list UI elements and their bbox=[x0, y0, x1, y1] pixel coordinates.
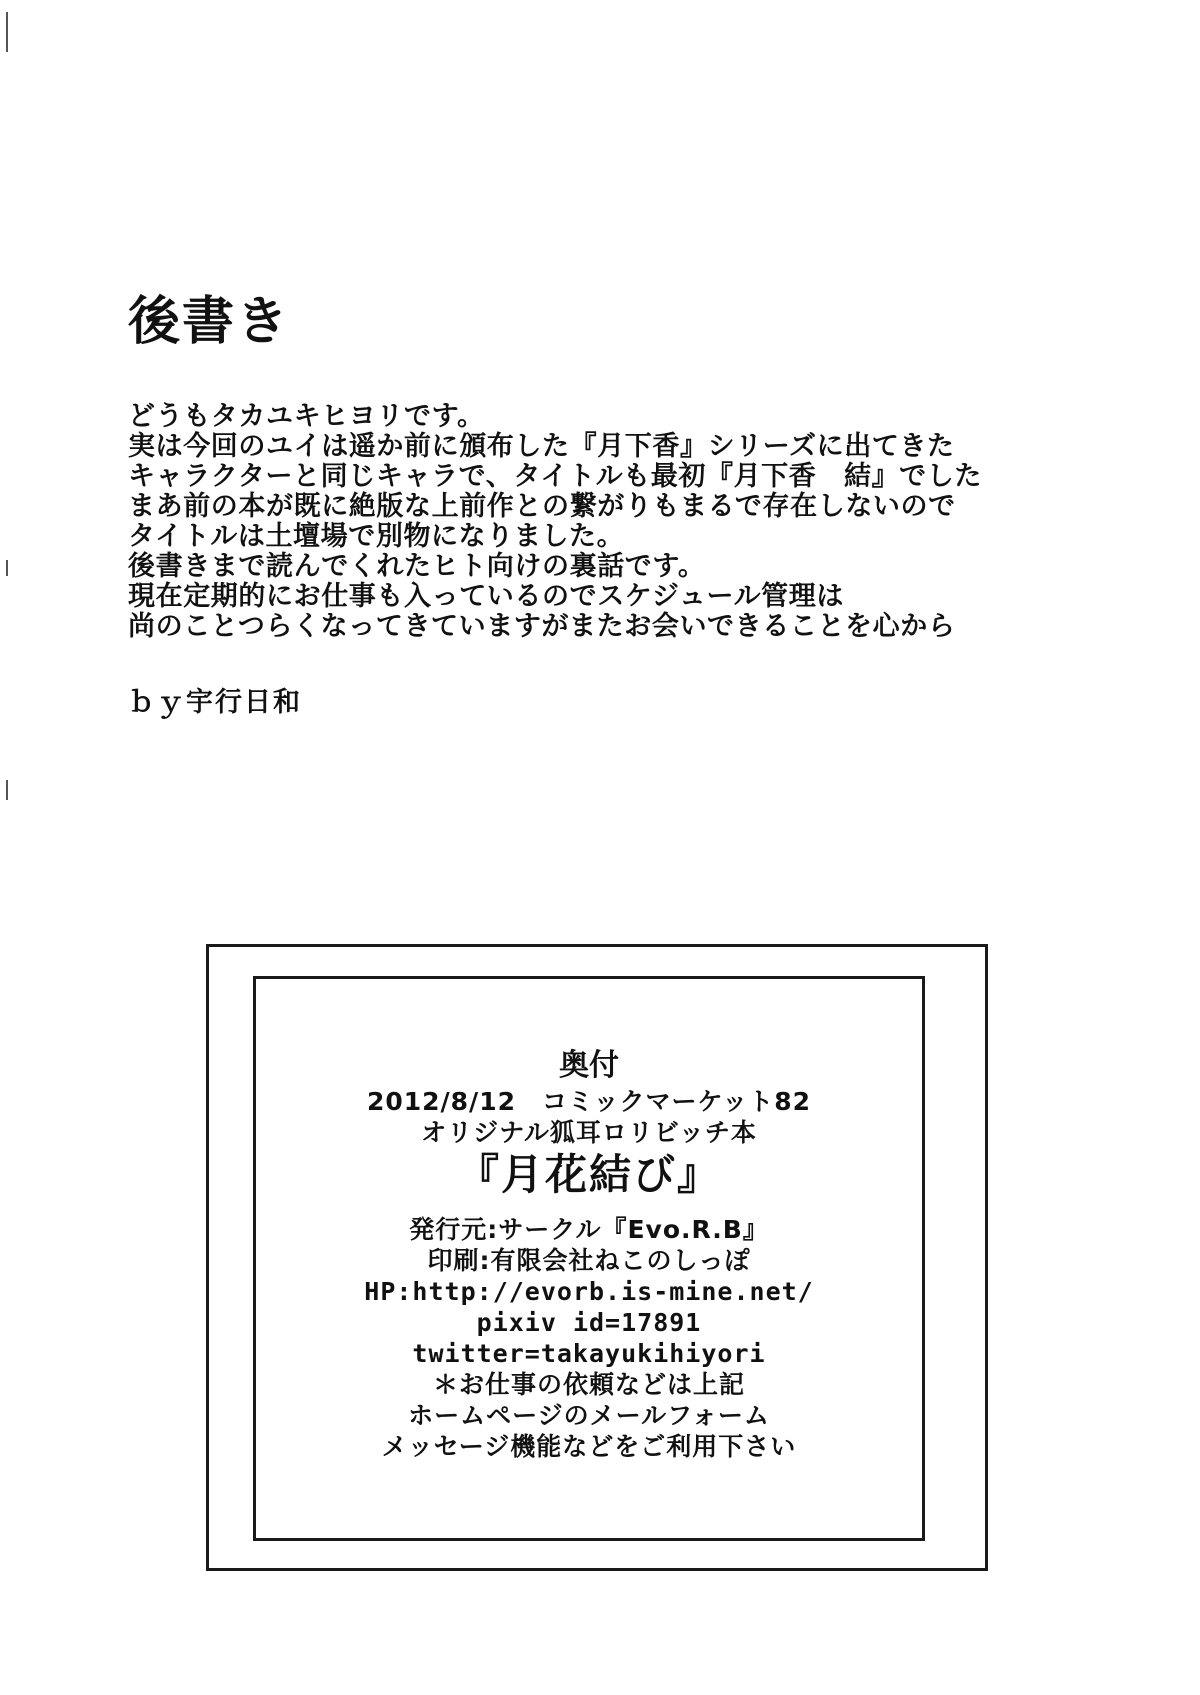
colophon-publisher: 発行元:サークル『Evo.R.B』 bbox=[409, 1215, 769, 1244]
colophon-heading: 奥付 bbox=[559, 1048, 619, 1083]
colophon-subtitle: オリジナル狐耳ロリビッチ本 bbox=[421, 1118, 757, 1147]
scan-edge-mark bbox=[6, 560, 8, 576]
afterword-body bbox=[128, 402, 1068, 642]
colophon-note: ＊お仕事の依頼などは上記 bbox=[432, 1370, 745, 1399]
afterword-line: 後書きまで読んでくれたヒト向けの裏話です。 bbox=[128, 551, 706, 582]
afterword-line: まあ前の本が既に絶版な上前作との繋がりもまるで存在しないので bbox=[128, 491, 956, 522]
colophon-book-title: 『月花結び』 bbox=[456, 1150, 721, 1199]
afterword-line: 尚のことつらくなってきていますがまたお会いできることを心から bbox=[128, 611, 956, 642]
colophon-note: メッセージ機能などをご利用下さい bbox=[381, 1432, 797, 1461]
colophon-printer: 印刷:有限会社ねこのしっぽ bbox=[427, 1246, 751, 1275]
afterword-line: キャラクターと同じキャラで、タイトルも最初『月下香 結』でした bbox=[128, 461, 982, 492]
colophon-event: 2012/8/12 コミックマーケット82 bbox=[366, 1087, 812, 1116]
afterword-line: どうもタカユキヒヨリです。 bbox=[128, 401, 485, 432]
colophon-twitter: twitter=takayukihiyori bbox=[412, 1339, 766, 1368]
afterword-line: 現在定期的にお仕事も入っているのでスケジュール管理は bbox=[128, 581, 844, 612]
colophon-pixiv: pixiv id=17891 bbox=[476, 1308, 702, 1337]
afterword-title: 後書き bbox=[128, 292, 291, 352]
scan-edge-mark bbox=[6, 780, 8, 800]
afterword-line: タイトルは土壇場で別物になりました。 bbox=[128, 521, 625, 552]
author-signature: ｂｙ宇行日和 bbox=[128, 687, 302, 718]
colophon-homepage: HP:http://evorb.is-mine.net/ bbox=[364, 1277, 814, 1306]
colophon-note: ホームページのメールフォーム bbox=[408, 1401, 770, 1430]
scan-edge-mark bbox=[6, 12, 8, 52]
colophon bbox=[253, 1048, 925, 1462]
afterword-line: 実は今回のユイは遥か前に頒布した『月下香』シリーズに出てきた bbox=[128, 431, 955, 462]
